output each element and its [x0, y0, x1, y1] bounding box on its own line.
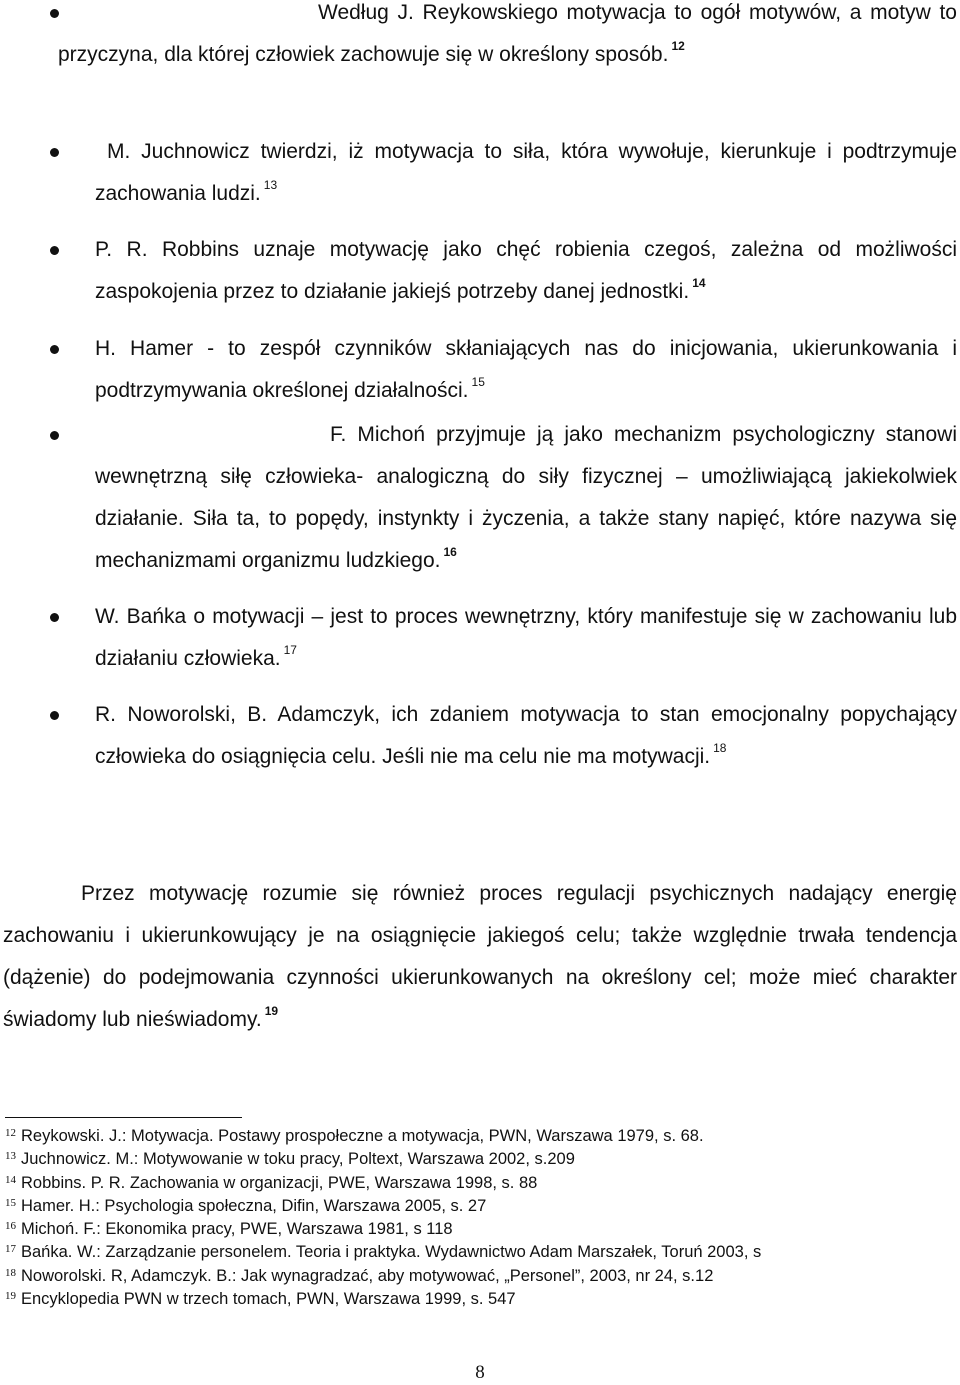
footnote-number: 15 — [5, 1196, 16, 1209]
bullet-dot — [50, 246, 59, 255]
footnote-text: Robbins. P. R. Zachowania w organizacji, PWE, Warszawa 1998, s. 88 — [21, 1173, 538, 1192]
footnote-ref: 14 — [692, 276, 706, 290]
footnote — [5, 1218, 955, 1241]
footnote-text: Hamer. H.: Psychologia społeczna, Difin, Warszawa 2005, s. 27 — [21, 1196, 487, 1215]
page-number: 8 — [475, 1362, 485, 1383]
footnotes — [5, 1125, 955, 1311]
bullet-dot — [50, 148, 59, 157]
footnote — [5, 1241, 955, 1264]
footnote-ref: 18 — [713, 741, 727, 755]
list-item-text: P. R. Robbins uznaje motywację jako chęć robienia czegoś, zależna od możliwości zaspokojenia przez to działanie jakiejś potrzeby danej jednostki. — [95, 238, 957, 303]
footnote-ref: 16 — [443, 545, 457, 559]
footnote — [5, 1172, 955, 1195]
paragraph-text: Przez motywację rozumie się również proces regulacji psychicznych nadający energię zachowaniu i ukierunkowujący je na osiągnięcie jakiegoś celu; także względnie trwała tendencja (dążenie) do podejmowania czynności ukierunkowanych na określony cel; może mieć charakter świadomy lub nieświadomy. — [3, 882, 957, 1031]
footnote-number: 12 — [5, 1127, 16, 1139]
footnote-number: 19 — [5, 1290, 16, 1303]
list-item — [95, 328, 957, 412]
list-item — [95, 596, 957, 680]
bullet-dot — [50, 711, 59, 720]
footnote-ref: 19 — [264, 1004, 279, 1018]
footnote-number: 13 — [5, 1150, 16, 1163]
footnote-text: Michoń. F.: Ekonomika pracy, PWE, Warszawa 1981, s 118 — [21, 1220, 453, 1239]
footnote-number: 17 — [5, 1243, 16, 1256]
bullet-dot — [50, 345, 59, 354]
footnote-number: 18 — [5, 1266, 16, 1279]
list-item-text: Według J. Reykowskiego motywacja to ogół motywów, a motyw to przyczyna, dla której człowiek zachowuje się w określony sposób. — [58, 1, 957, 66]
footnote-text: Encyklopedia PWN w trzech tomach, PWN, Warszawa 1999, s. 547 — [21, 1290, 516, 1309]
body-paragraph — [3, 873, 957, 1041]
footnote-text: Bańka. W.: Zarządzanie personelem. Teoria i praktyka. Wydawnictwo Adam Marszałek, Toruń 2003, s — [21, 1243, 762, 1262]
footnote — [5, 1265, 955, 1288]
list-item — [95, 131, 957, 215]
list-item-text: R. Noworolski, B. Adamczyk, ich zdaniem motywacja to stan emocjonalny popychający człowieka do osiągnięcia celu. Jeśli nie ma celu nie ma motywacji. — [95, 703, 957, 768]
bullet-dot — [50, 613, 59, 622]
footnote-ref: 15 — [471, 375, 485, 389]
footnote-text: Reykowski. J.: Motywacja. Postawy prospołeczne a motywacja, PWN, Warszawa 1979, s. 68. — [21, 1127, 704, 1145]
footnote-ref: 13 — [263, 178, 278, 192]
list-item — [95, 229, 957, 313]
footnote — [5, 1195, 955, 1218]
list-item — [58, 0, 957, 76]
bullet-dot — [50, 431, 59, 440]
list-item — [95, 414, 957, 582]
footnote-ref: 12 — [671, 39, 685, 53]
footnote — [5, 1125, 955, 1148]
footnote-text: Noworolski. R, Adamczyk. B.: Jak wynagradzać, aby motywować, „Personel”, 2003, nr 24, s.12 — [21, 1266, 714, 1285]
list-item-text: W. Bańka o motywacji – jest to proces wewnętrzny, który manifestuje się w zachowaniu lub działaniu człowieka. — [95, 605, 957, 670]
list-item — [95, 694, 957, 778]
footnote-number: 14 — [5, 1173, 16, 1186]
footnote-ref: 17 — [283, 643, 297, 657]
list-item-text: H. Hamer - to zespół czynników skłaniających nas do inicjowania, ukierunkowania i podtrzymywania określonej działalności. — [95, 337, 957, 402]
list-item-text: M. Juchnowicz twierdzi, iż motywacja to siła, która wywołuje, kierunkuje i podtrzymuje zachowania ludzi. — [95, 140, 957, 205]
footnote — [5, 1148, 955, 1171]
footnote-text: Juchnowicz. M.: Motywowanie w toku pracy, Poltext, Warszawa 2002, s.209 — [21, 1150, 575, 1169]
list-item-text: F. Michoń przyjmuje ją jako mechanizm psychologiczny stanowi wewnętrzną siłę człowieka- analogiczną do siły fizycznej – umożliwiającą jakiekolwiek działanie. Siła ta, to popędy, instynkty i życzenia, a także stany napięć, które nazywa się mechanizmami organizmu ludzkiego. — [95, 423, 957, 572]
footnote-number: 16 — [5, 1220, 16, 1233]
footnote-separator — [5, 1117, 242, 1118]
footnote — [5, 1288, 955, 1311]
